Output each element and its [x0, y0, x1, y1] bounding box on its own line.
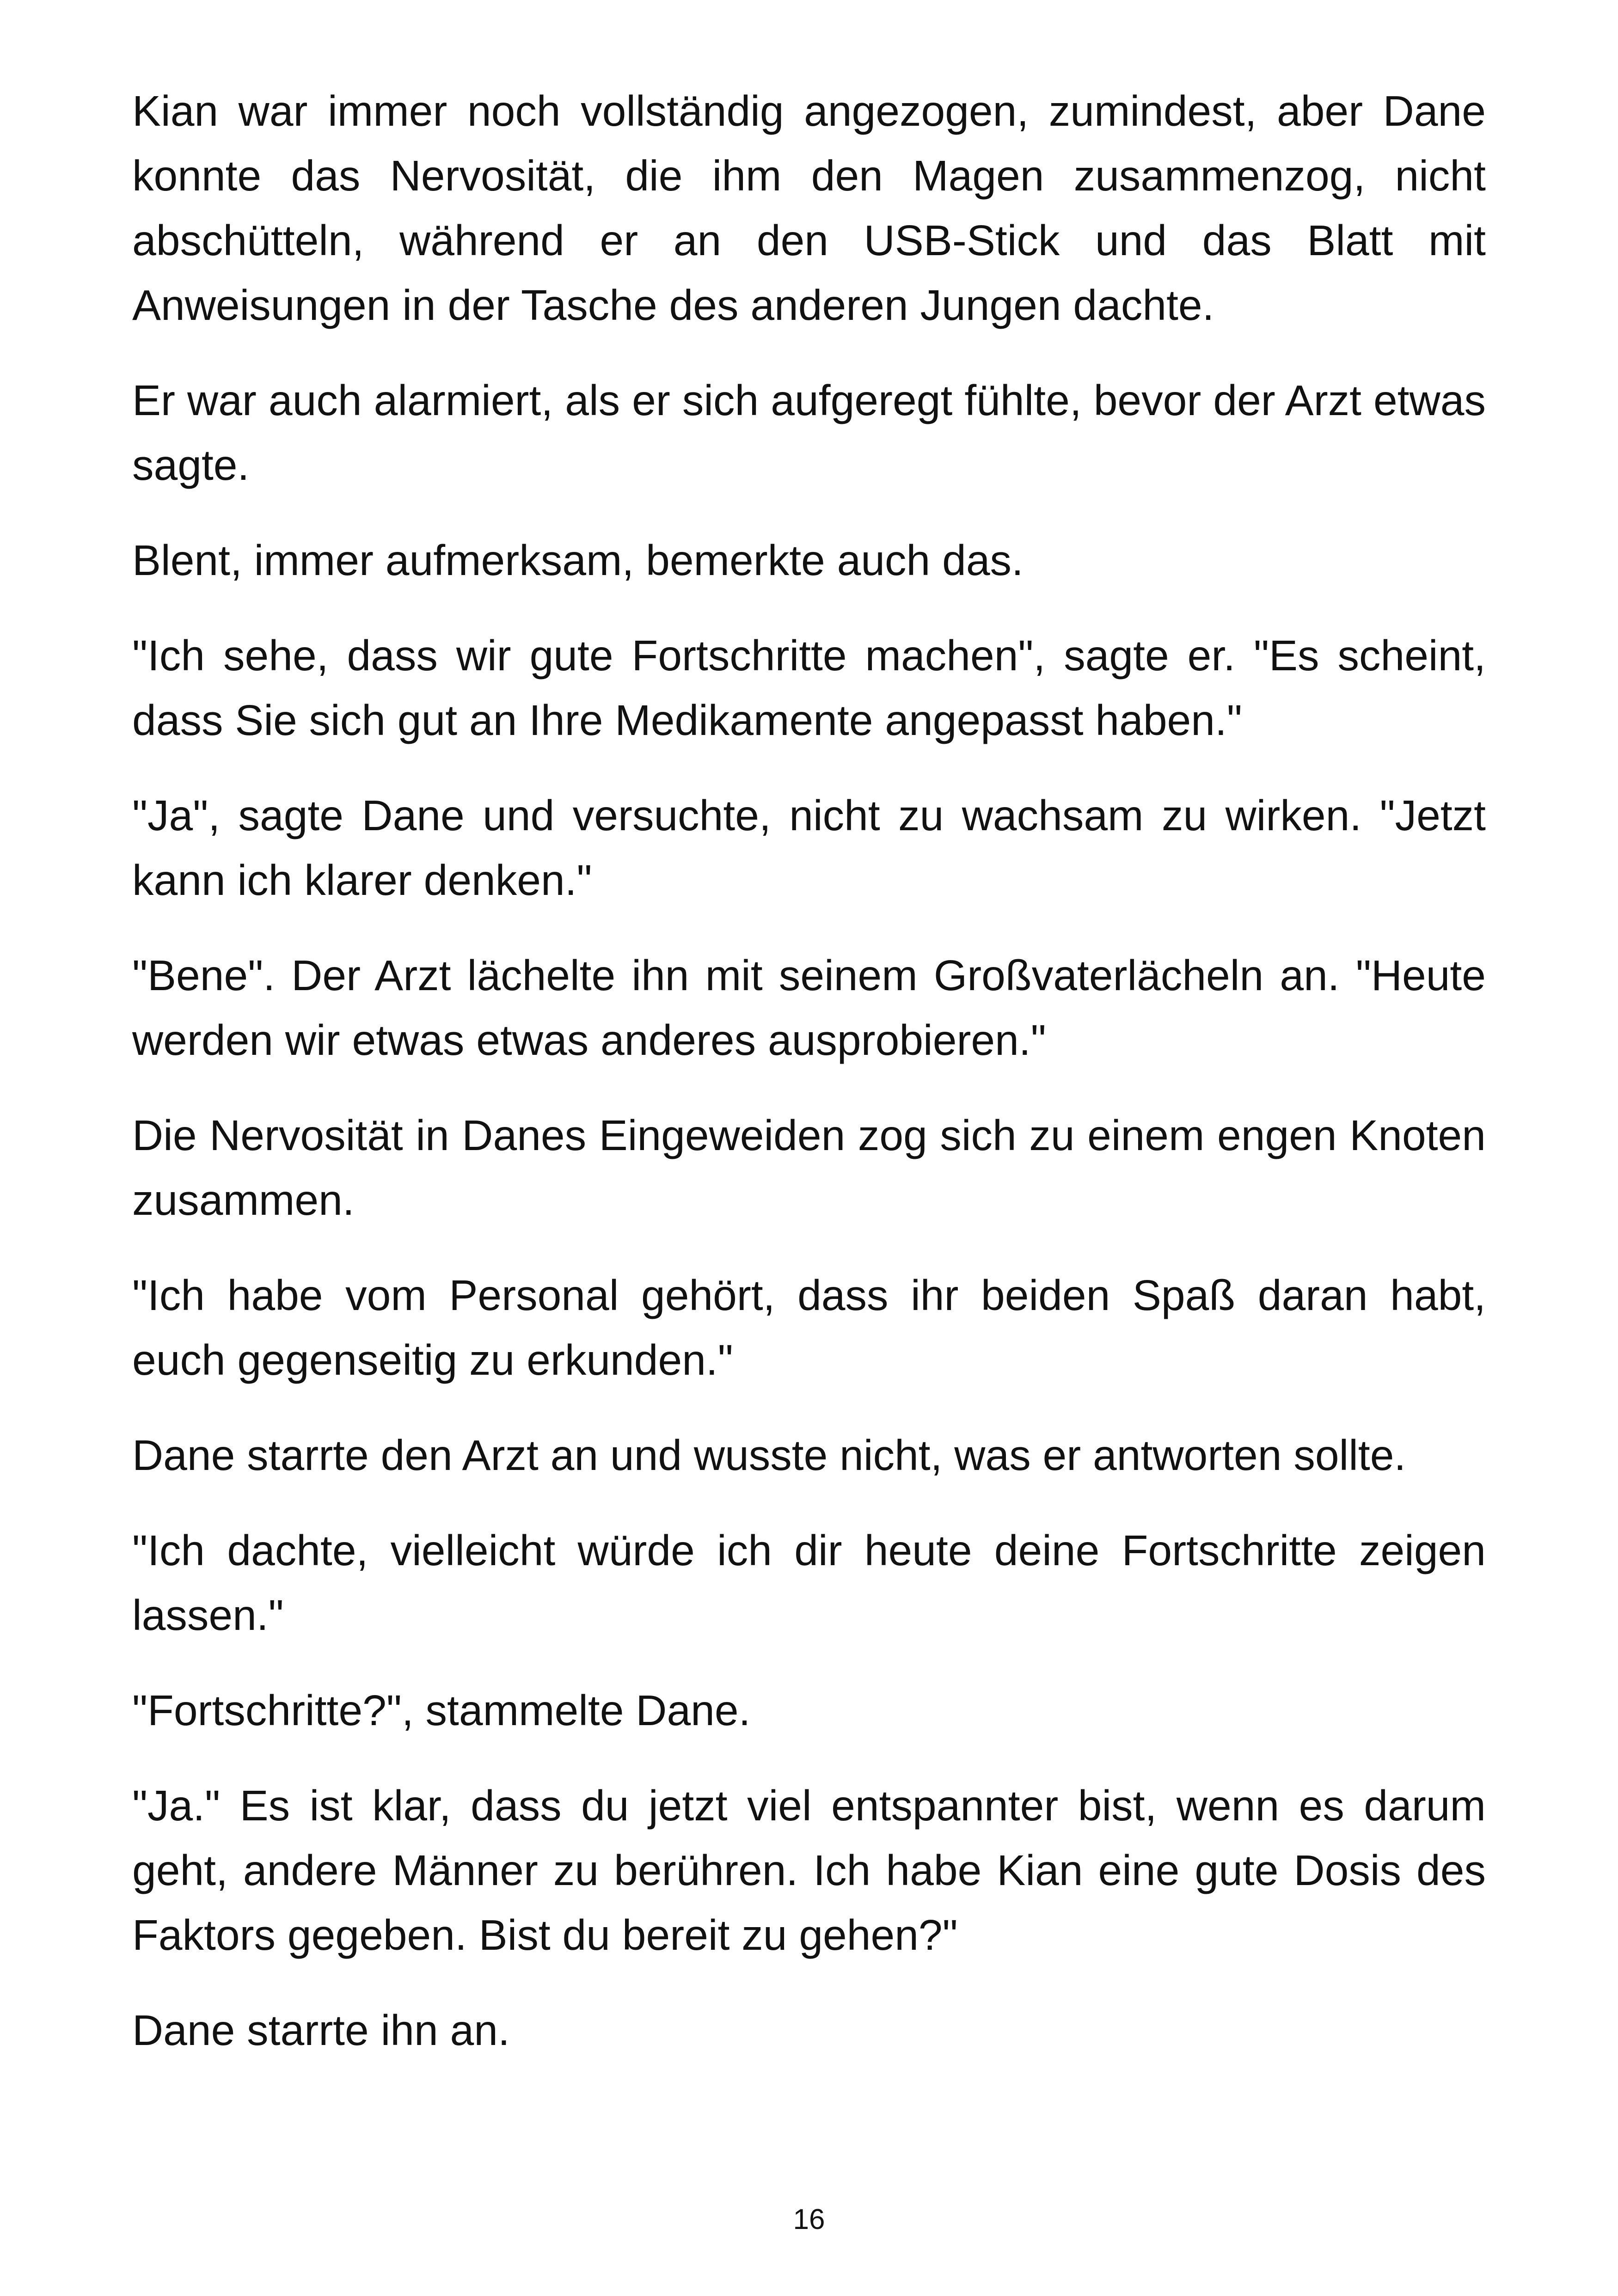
paragraph: "Ich habe vom Personal gehört, dass ihr beiden Spaß daran habt, euch gegenseitig zu erkunden.": [132, 1271, 1486, 1384]
body-text: [132, 79, 1486, 2093]
paragraph: Die Nervosität in Danes Eingeweiden zog sich zu einem engen Knoten zusammen.: [132, 1111, 1486, 1224]
paragraph: "Ich sehe, dass wir gute Fortschritte machen", sagte er. "Es scheint, dass Sie sich gut an Ihre Medikamente angepasst haben.": [132, 631, 1486, 744]
paragraph: Blent, immer aufmerksam, bemerkte auch das.: [132, 536, 1024, 584]
paragraph: Er war auch alarmiert, als er sich aufgeregt fühlte, bevor der Arzt etwas sagte.: [132, 376, 1486, 489]
paragraph: "Bene". Der Arzt lächelte ihn mit seinem Großvaterlächeln an. "Heute werden wir etwas etwas anderes ausprobieren.": [132, 951, 1486, 1064]
paragraph: Dane starrte den Arzt an und wusste nicht, was er antworten sollte.: [132, 1431, 1406, 1479]
paragraph: "Ja." Es ist klar, dass du jetzt viel entspannter bist, wenn es darum geht, andere Männer zu berühren. Ich habe Kian eine gute Dosis des Faktors gegeben. Bist du bereit zu gehen?": [132, 1782, 1486, 1959]
paragraph: Dane starrte ihn an.: [132, 2006, 510, 2054]
paragraph: "Ich dachte, vielleicht würde ich dir heute deine Fortschritte zeigen lassen.": [132, 1526, 1486, 1639]
paragraph: "Ja", sagte Dane und versuchte, nicht zu wachsam zu wirken. "Jetzt kann ich klarer denken.": [132, 791, 1486, 904]
page-number: 16: [793, 2204, 825, 2235]
paragraph: Kian war immer noch vollständig angezogen, zumindest, aber Dane konnte das Nervosität, die ihm den Magen zusammenzog, nicht abschütteln, während er an den USB-Stick und das Blatt mit Anweisungen in der Tasche des anderen Jungen dachte.: [132, 87, 1486, 329]
paragraph: "Fortschritte?", stammelte Dane.: [132, 1686, 751, 1734]
